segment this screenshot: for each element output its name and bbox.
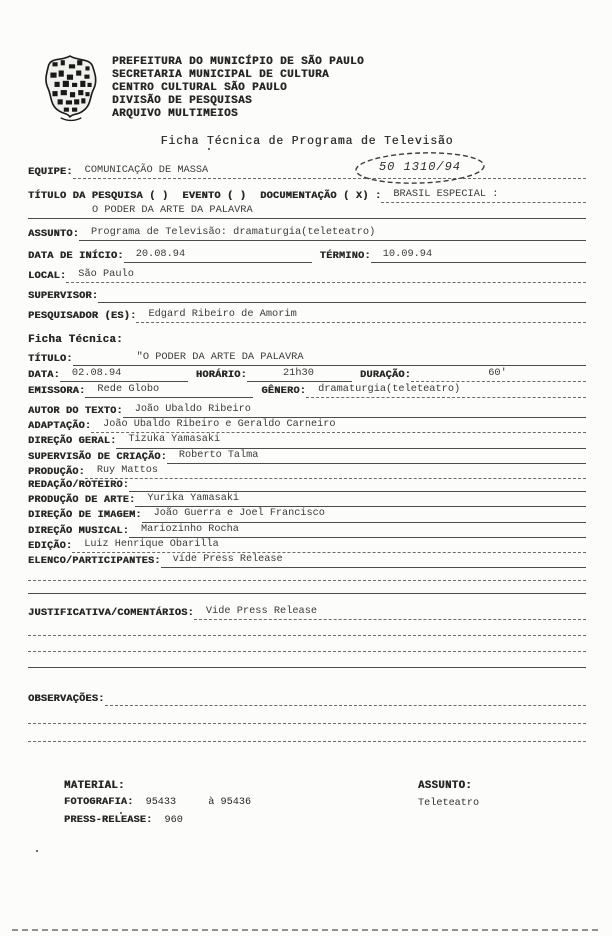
field-assunto-value: Programa de Televisão: dramaturgia(teleteatro) xyxy=(79,225,586,241)
field-autor-texto-label: AUTOR DO TEXTO: xyxy=(28,406,123,417)
field-genero-value: dramaturgia(teleteatro) xyxy=(306,382,586,398)
section-ficha-tecnica-heading: Ficha Técnica: xyxy=(28,334,123,346)
field-titulo-value: "O PODER DA ARTE DA PALAVRA xyxy=(73,350,586,366)
field-titulo-label: TÍTULO: xyxy=(28,353,73,365)
field-elenco xyxy=(28,553,586,568)
form-content xyxy=(28,54,586,827)
field-emissora-value: Rede Globo xyxy=(85,382,253,398)
scan-bottom-edge xyxy=(12,929,598,931)
field-local-label: LOCAL: xyxy=(28,270,67,282)
field-data-horario-duracao xyxy=(28,366,586,382)
material-heading: MATERIAL: xyxy=(64,780,125,793)
field-producao-value: Ruy Mattos xyxy=(85,464,586,479)
blank-rule-line xyxy=(28,652,586,668)
field-justificativa xyxy=(28,604,586,620)
field-justificativa-value: Vide Press Release xyxy=(194,604,586,620)
field-pesquisador-label: PESQUISADOR (ES): xyxy=(28,310,137,322)
blank-rule-line xyxy=(28,706,586,724)
field-duracao-value: 60' xyxy=(411,366,586,382)
field-termino-value: 10.09.94 xyxy=(371,247,586,263)
field-documentacao-value: BRASIL ESPECIAL : xyxy=(381,187,586,203)
field-horario-label: HORÁRIO: xyxy=(195,369,247,381)
letterhead-line: PREFEITURA DO MUNICÍPIO DE SÃO PAULO xyxy=(112,56,365,68)
registry-number: 50 1310/94 xyxy=(378,160,461,174)
field-autor-texto xyxy=(28,403,586,418)
document-title: Ficha Técnica de Programa de Televisão xyxy=(160,135,454,148)
field-direcao-imagem-value: João Guerra e Joel Francisco xyxy=(142,507,586,522)
field-pesquisador xyxy=(28,307,586,323)
material-column xyxy=(64,780,418,827)
field-data-inicio-label: DATA DE INÍCIO: xyxy=(28,250,124,262)
material-assunto-block xyxy=(28,780,586,827)
field-redacao-roteiro-label: REDAÇÃO/ROTEIRO: xyxy=(28,480,130,492)
letterhead-lines xyxy=(112,54,364,121)
field-redacao-roteiro xyxy=(28,479,586,492)
label-evento: EVENTO ( ) xyxy=(182,190,247,202)
field-producao-label: PRODUÇÃO: xyxy=(28,466,85,478)
field-local-value: São Paulo xyxy=(66,267,586,283)
field-direcao-geral-value: Tizuka Yamasaki xyxy=(116,433,586,448)
field-emissora-label: EMISSORA: xyxy=(28,385,86,397)
field-direcao-musical xyxy=(28,523,586,538)
press-release-label: PRESS-RELEASE: xyxy=(64,814,153,826)
field-direcao-geral-label: DIREÇÃO GERAL: xyxy=(28,436,117,448)
field-titulo-pesquisa-value: O PODER DA ARTE DA PALAVRA xyxy=(28,203,586,219)
field-direcao-musical-label: DIREÇÃO MUSICAL: xyxy=(28,525,130,537)
field-edicao xyxy=(28,538,586,553)
field-local xyxy=(28,267,586,283)
material-row-fotografia xyxy=(64,797,418,810)
field-emissora-genero xyxy=(28,382,586,398)
field-elenco-label: ELENCO/PARTICIPANTES: xyxy=(28,556,161,568)
field-edicao-label: EDIÇÃO: xyxy=(28,540,73,552)
field-adaptacao-label: ADAPTAÇÃO: xyxy=(28,421,92,433)
fotografia-range: à 95436 xyxy=(208,797,252,809)
field-producao xyxy=(28,464,586,479)
field-observacoes-label: OBSERVAÇÕES: xyxy=(28,693,105,706)
field-datas xyxy=(28,247,586,263)
field-direcao-musical-value: Mariozinho Rocha xyxy=(129,523,586,538)
field-titulo-programa xyxy=(28,350,586,366)
letterhead-line: CENTRO CULTURAL SÃO PAULO xyxy=(112,82,288,94)
field-observacoes-value xyxy=(105,704,586,706)
blank-rule-line xyxy=(28,724,586,742)
scan-speck xyxy=(36,850,38,852)
registry-stamp xyxy=(351,150,489,186)
blank-rule-line xyxy=(28,636,586,652)
field-supervisao-criacao xyxy=(28,449,586,464)
field-direcao-geral xyxy=(28,433,586,448)
field-tipo-registro xyxy=(28,187,586,203)
assunto-column xyxy=(418,780,586,827)
field-equipe xyxy=(28,163,586,179)
blank-rule-line xyxy=(28,568,586,581)
field-observacoes xyxy=(28,692,586,706)
letterhead-line: DIVISÃO DE PESQUISAS xyxy=(112,95,253,107)
field-assunto xyxy=(28,225,586,241)
field-supervisor xyxy=(28,289,586,303)
field-genero-label: GÊNERO: xyxy=(261,385,307,397)
field-elenco-value: vide Press Release xyxy=(161,553,586,568)
field-supervisao-criacao-value: Roberto Talma xyxy=(167,449,586,464)
field-pesquisador-value: Edgard Ribeiro de Amorim xyxy=(136,307,586,323)
field-horario-value: 21h30 xyxy=(247,366,352,382)
material-row-press-release xyxy=(64,815,418,828)
credits-block xyxy=(28,403,586,568)
label-documentacao-checked: DOCUMENTAÇÃO ( X) : xyxy=(260,190,382,202)
field-termino-label: TÉRMINO: xyxy=(319,250,371,262)
fotografia-label: FOTOGRAFIA: xyxy=(64,797,134,809)
field-equipe-value: COMUNICAÇÃO DE MASSA xyxy=(73,163,586,179)
field-duracao-label: DURAÇÃO: xyxy=(359,369,411,381)
blank-rule-line xyxy=(28,620,586,636)
label-titulo-pesquisa: TÍTULO DA PESQUISA ( ) xyxy=(28,190,169,202)
letterhead-line: SECRETARIA MUNICIPAL DE CULTURA xyxy=(112,69,330,81)
letterhead-line: ARQUIVO MULTIMEIOS xyxy=(112,108,239,120)
field-direcao-imagem-label: DIREÇÃO DE IMAGEM: xyxy=(28,510,142,522)
field-adaptacao xyxy=(28,418,586,433)
letterhead xyxy=(28,54,586,122)
field-producao-arte-label: PRODUÇÃO DE ARTE: xyxy=(28,495,136,507)
press-release-value: 960 xyxy=(164,814,183,826)
scan-speck xyxy=(120,812,122,814)
field-supervisor-label: SUPERVISOR: xyxy=(28,290,99,302)
field-supervisao-criacao-label: SUPERVISÃO DE CRIAÇÃO: xyxy=(28,451,167,463)
field-titulo-pesquisa-line2 xyxy=(28,203,586,219)
blank-rule-line xyxy=(28,581,586,594)
field-data-value: 02.08.94 xyxy=(60,366,188,382)
field-direcao-imagem xyxy=(28,507,586,522)
field-producao-arte xyxy=(28,492,586,507)
field-data-label: DATA: xyxy=(28,369,60,381)
field-edicao-value: Luiz Henrique Obarilla xyxy=(72,538,586,553)
fotografia-value: 95433 xyxy=(145,797,177,809)
field-supervisor-value xyxy=(98,301,586,303)
field-data-inicio-value: 20.08.94 xyxy=(124,247,312,263)
field-assunto-label: ASSUNTO: xyxy=(28,228,80,240)
field-equipe-label: EQUIPE: xyxy=(28,166,73,178)
field-autor-texto-value: João Ubaldo Ribeiro xyxy=(123,403,586,418)
scan-speck xyxy=(208,148,210,150)
field-justificativa-label: JUSTIFICATIVA/COMENTÁRIOS: xyxy=(28,607,194,620)
coat-of-arms-icon xyxy=(42,54,100,122)
field-adaptacao-value: João Ubaldo Ribeiro e Geraldo Carneiro xyxy=(91,418,586,433)
assunto-heading: ASSUNTO: xyxy=(418,780,473,793)
field-producao-arte-value: Yurika Yamasaki xyxy=(135,492,586,507)
assunto-value: Teleteatro xyxy=(418,798,480,810)
